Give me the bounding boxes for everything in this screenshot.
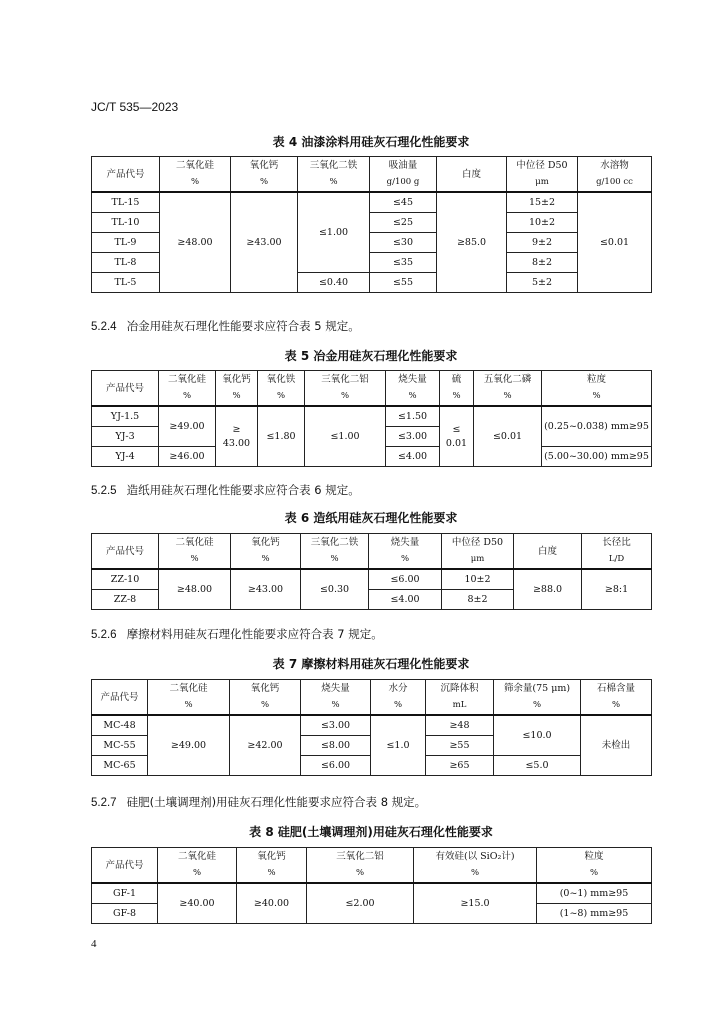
t6-h-fe2o3: 三氧化二铁 % <box>301 534 369 570</box>
t7-h-loss: 烧失量 % <box>301 680 371 716</box>
t5-p2o5: ≤0.01 <box>474 406 542 467</box>
t5-h-code: 产品代号 <box>92 371 159 407</box>
table-row <box>92 406 652 427</box>
table8 <box>91 847 652 924</box>
t5-size-b: (5.00~30.00) mm≥95 <box>542 447 652 467</box>
t6-d50: 10±2 <box>442 569 514 590</box>
table8-caption: 表 8 硅肥(土壤调理剂)用硅灰石理化性能要求 <box>249 825 493 839</box>
t4-h-water: 水溶物 g/100 cc <box>578 157 652 193</box>
t8-size: (1~8) mm≥95 <box>537 904 652 924</box>
table-row <box>92 883 652 904</box>
t6-sio2: ≥48.00 <box>159 569 231 610</box>
t5-h-cao: 氧化钙 % <box>216 371 258 407</box>
t7-h-asbestos: 石棉含量 % <box>581 680 652 716</box>
t4-oil: ≤55 <box>370 273 437 293</box>
t4-fe-b: ≤0.40 <box>298 273 370 293</box>
t8-code: GF-8 <box>92 904 158 924</box>
table5-caption: 表 5 冶金用硅灰石理化性能要求 <box>284 349 458 363</box>
t8-h-si: 有效硅(以 SiO₂计) % <box>414 848 537 884</box>
t8-h-cao: 氧化钙 % <box>237 848 307 884</box>
clause-5-2-7: 5.2.7 硅肥(土壤调理剂)用硅灰石理化性能要求应符合表 8 规定。 <box>91 795 427 809</box>
table6-header-row <box>92 534 652 570</box>
t5-h-al2o3: 三氧化二铝 % <box>305 371 386 407</box>
standard-number: JC/T 535—2023 <box>91 100 179 114</box>
t4-code: TL-15 <box>92 192 160 213</box>
table7-caption: 表 7 摩擦材料用硅灰石理化性能要求 <box>272 657 470 671</box>
t6-h-white: 白度 <box>514 534 582 570</box>
t7-h-cao: 氧化钙 % <box>230 680 301 716</box>
t6-loss: ≤6.00 <box>369 569 442 590</box>
t7-h-code: 产品代号 <box>92 680 148 716</box>
t8-code: GF-1 <box>92 883 158 904</box>
t6-code: ZZ-10 <box>92 569 159 590</box>
t4-h-cao: 氧化钙 % <box>231 157 298 193</box>
t6-h-code: 产品代号 <box>92 534 159 570</box>
t5-s: ≤ 0.01 <box>440 406 474 467</box>
table4-caption: 表 4 油漆涂料用硅灰石理化性能要求 <box>272 135 470 149</box>
table4-header-row <box>92 157 652 193</box>
table-row <box>92 715 652 736</box>
table5 <box>91 370 652 467</box>
t6-white: ≥88.0 <box>514 569 582 610</box>
table6 <box>91 533 652 610</box>
table7-header-row <box>92 680 652 716</box>
t8-h-al2o3: 三氧化二铝 % <box>307 848 414 884</box>
t7-code: MC-65 <box>92 756 148 776</box>
t6-h-cao: 氧化钙 % <box>231 534 301 570</box>
t4-d50: 5±2 <box>507 273 578 293</box>
clause-5-2-4: 5.2.4 冶金用硅灰石理化性能要求应符合表 5 规定。 <box>91 319 360 333</box>
t5-sio2-a: ≥49.00 <box>159 406 216 447</box>
t7-h-water: 水分 % <box>371 680 426 716</box>
t4-water: ≤0.01 <box>578 192 652 293</box>
t5-size-a: (0.25~0.038) mm≥95 <box>542 406 652 447</box>
t5-h-size: 粒度 % <box>542 371 652 407</box>
t5-code: YJ-1.5 <box>92 406 159 427</box>
t8-si: ≥15.0 <box>414 883 537 924</box>
t8-h-sio2: 二氧化硅 % <box>158 848 237 884</box>
t6-loss: ≤4.00 <box>369 590 442 610</box>
t7-cao: ≥42.00 <box>230 715 301 776</box>
t5-h-loss: 烧失量 % <box>386 371 440 407</box>
t7-settle: ≥65 <box>426 756 494 776</box>
t7-code: MC-48 <box>92 715 148 736</box>
table4 <box>91 156 652 293</box>
t4-oil: ≤25 <box>370 213 437 233</box>
t8-h-code: 产品代号 <box>92 848 158 884</box>
t6-d50: 8±2 <box>442 590 514 610</box>
t4-code: TL-5 <box>92 273 160 293</box>
t7-settle: ≥55 <box>426 736 494 756</box>
table5-header-row <box>92 371 652 407</box>
t4-code: TL-9 <box>92 233 160 253</box>
page-number: 4 <box>91 938 97 950</box>
t7-asbestos: 未检出 <box>581 715 652 776</box>
t7-h-sio2: 二氧化硅 % <box>148 680 230 716</box>
t4-h-white: 白度 <box>437 157 507 193</box>
t6-h-loss: 烧失量 % <box>369 534 442 570</box>
table-row <box>92 192 652 213</box>
t7-settle: ≥48 <box>426 715 494 736</box>
t8-h-size: 粒度 % <box>537 848 652 884</box>
t5-loss: ≤1.50 <box>386 406 440 427</box>
t4-h-sio2: 二氧化硅 % <box>160 157 231 193</box>
t4-h-d50: 中位径 D50 μm <box>507 157 578 193</box>
t7-sieve-a: ≤10.0 <box>494 715 581 756</box>
t8-sio2: ≥40.00 <box>158 883 237 924</box>
t5-cao: ≥ 43.00 <box>216 406 258 467</box>
t4-cao: ≥43.00 <box>231 192 298 293</box>
t4-oil: ≤30 <box>370 233 437 253</box>
t4-h-fe2o3: 三氧化二铁 % <box>298 157 370 193</box>
clause-5-2-6: 5.2.6 摩擦材料用硅灰石理化性能要求应符合表 7 规定。 <box>91 627 383 641</box>
table-row <box>92 569 652 590</box>
t4-oil: ≤45 <box>370 192 437 213</box>
t8-size: (0~1) mm≥95 <box>537 883 652 904</box>
t7-loss: ≤3.00 <box>301 715 371 736</box>
t4-fe-a: ≤1.00 <box>298 192 370 273</box>
t7-sieve-b: ≤5.0 <box>494 756 581 776</box>
t7-loss: ≤6.00 <box>301 756 371 776</box>
t6-cao: ≥43.00 <box>231 569 301 610</box>
t5-al2o3: ≤1.00 <box>305 406 386 467</box>
t5-h-s: 硫 % <box>440 371 474 407</box>
t6-h-ratio: 长径比 L/D <box>582 534 652 570</box>
t6-ratio: ≥8:1 <box>582 569 652 610</box>
t5-loss: ≤3.00 <box>386 427 440 447</box>
t5-h-feo: 氧化铁 % <box>258 371 305 407</box>
t5-code: YJ-4 <box>92 447 159 467</box>
t7-h-sieve: 筛余量(75 μm) % <box>494 680 581 716</box>
t5-h-sio2: 二氧化硅 % <box>159 371 216 407</box>
t4-h-code: 产品代号 <box>92 157 160 193</box>
t6-code: ZZ-8 <box>92 590 159 610</box>
t7-water: ≤1.0 <box>371 715 426 776</box>
t4-d50: 8±2 <box>507 253 578 273</box>
table8-header-row <box>92 848 652 884</box>
t5-loss: ≤4.00 <box>386 447 440 467</box>
t4-code: TL-8 <box>92 253 160 273</box>
t6-fe2o3: ≤0.30 <box>301 569 369 610</box>
clause-5-2-5: 5.2.5 造纸用硅灰石理化性能要求应符合表 6 规定。 <box>91 483 360 497</box>
t4-sio2: ≥48.00 <box>160 192 231 293</box>
t4-white: ≥85.0 <box>437 192 507 293</box>
table6-caption: 表 6 造纸用硅灰石理化性能要求 <box>284 511 458 525</box>
t5-code: YJ-3 <box>92 427 159 447</box>
t7-code: MC-55 <box>92 736 148 756</box>
table7 <box>91 679 652 776</box>
t7-h-settle: 沉降体积 mL <box>426 680 494 716</box>
t4-d50: 15±2 <box>507 192 578 213</box>
t6-h-d50: 中位径 D50 μm <box>442 534 514 570</box>
t6-h-sio2: 二氧化硅 % <box>159 534 231 570</box>
t4-h-oil: 吸油量 g/100 g <box>370 157 437 193</box>
t8-al2o3: ≤2.00 <box>307 883 414 924</box>
t5-feo: ≤1.80 <box>258 406 305 467</box>
t4-d50: 9±2 <box>507 233 578 253</box>
t4-d50: 10±2 <box>507 213 578 233</box>
t7-sio2: ≥49.00 <box>148 715 230 776</box>
t4-oil: ≤35 <box>370 253 437 273</box>
t5-h-p2o5: 五氧化二磷 % <box>474 371 542 407</box>
t7-loss: ≤8.00 <box>301 736 371 756</box>
t4-code: TL-10 <box>92 213 160 233</box>
t8-cao: ≥40.00 <box>237 883 307 924</box>
t5-sio2-b: ≥46.00 <box>159 447 216 467</box>
